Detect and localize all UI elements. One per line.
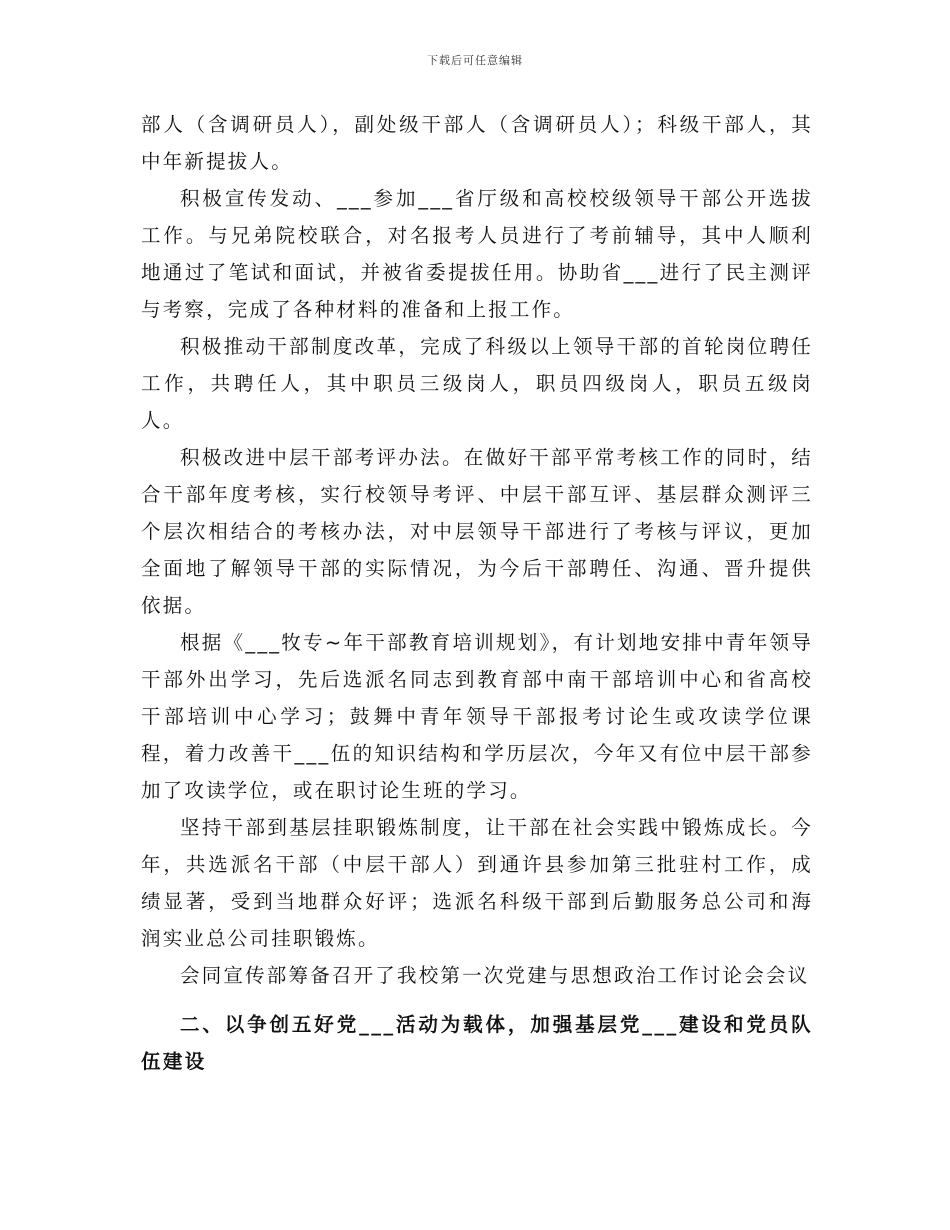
paragraph-evaluation: 积极改进中层干部考评办法。在做好干部平常考核工作的同时，结合干部年度考核，实行校领导考评、中层干部互评、基层群众测评三个层次相结合的考核办法，对中层领导干部进行了考核与评议，更加全面地了解领导干部的实际情况，为今后干部聘任、沟通、晋升提供依据。 (141, 446, 813, 617)
paragraph-meeting: 会同宣传部筹备召开了我校第一次党建与思想政治工作讨论会会议 (180, 964, 810, 987)
paragraph-selection: 积极宣传发动、___参加___省厅级和高校校级领导干部公开选拔工作。与兄弟院校联合，对名报考人员进行了考前辅导，其中人顺利地通过了笔试和面试，并被省委提拔任用。协助省___进行了民主测评与考察，完成了各种材料的准备和上报工作。 (141, 187, 813, 321)
paragraph-training: 根据《___牧专~年干部教育培训规划》，有计划地安排中青年领导干部外出学习，先后选派名同志到教育部中南干部培训中心和省高校干部培训中心学习；鼓舞中青年领导干部报考讨论生或攻读学位课程，着力改善干___伍的知识结构和学历层次，今年又有位中层干部参加了攻读学位，或在职讨论生班的学习。 (141, 631, 813, 802)
paragraph-grassroots: 坚持干部到基层挂职锻炼制度，让干部在社会实践中锻炼成长。今年，共选派名干部（中层干部人）到通许县参加第三批驻村工作，成绩显著，受到当地群众好评；选派名科级干部到后勤服务总公司和海润实业总公司挂职锻炼。 (141, 816, 813, 950)
section-heading: 二、以争创五好党___活动为载体，加强基层党___建设和党员队伍建设 (141, 1013, 813, 1073)
page-header: 下载后可任意编辑 (427, 54, 523, 67)
paragraph-reform: 积极推动干部制度改革，完成了科级以上领导干部的首轮岗位聘任工作，共聘任人，其中职员三级岗人，职员四级岗人，职员五级岗人。 (141, 335, 813, 432)
paragraph-continuation: 部人（含调研员人），副处级干部人（含调研员人）；科级干部人，其中年新提拔人。 (141, 113, 813, 173)
document-body (141, 106, 813, 1080)
